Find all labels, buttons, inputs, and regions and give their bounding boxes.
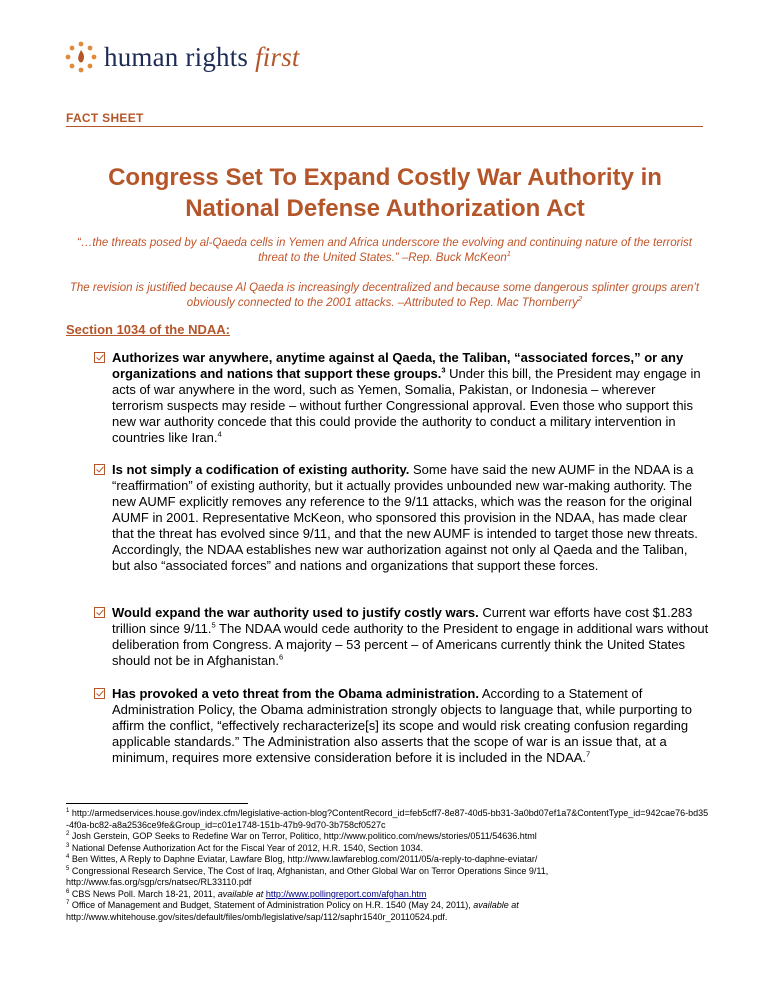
org-logo [64, 40, 300, 74]
quote-mckeon: “…the threats posed by al-Qaeda cells in Yemen and Africa underscore the evolving and continuing nature of the terrorist threat to the United States.” –Rep. Buck McKeon$^1$ [77, 237, 692, 264]
checkbox-icon [94, 607, 105, 618]
logo-flame-icon [64, 40, 98, 74]
section-heading: Section 1034 of the NDAA: [66, 322, 230, 337]
footnote: $^2$ Josh Gerstein, GOP Seeks to Redefine War on Terror, Politico, http://www.politico.com/news/stories/0511/54636.html [66, 831, 537, 841]
org-name: human rights first [104, 41, 300, 72]
footnote: $^4$ Ben Wittes, A Reply to Daphne Eviatar, Lawfare Blog, http://www.lawfareblog.com/2011/05/a-reply-to-daphne-eviatar/ [66, 854, 538, 864]
footnote: $^1$ http://armedservices.house.gov/index.cfm/legislative-action-blog?ContentRecord_id=feb5cff7-8e87-40d5-bb31-3a0bd07ef1a7&ContentType_id=942cae76-bd35-4f0a-bc82-a8a2536ce9fe&Group_id=c01e1748-151b-47b9-9d70-3b758cf0527c [66, 808, 709, 830]
footnote-divider [66, 803, 248, 804]
footnotes [66, 808, 711, 923]
bullet-item: Has provoked a veto threat from the Obama administration. According to a Statement of Administration Policy, the Obama administration strongly objects to language that, while purporting to affirm the conflict, “effectively recharacterize[s] its scope and would risk creating confusion regarding applicable standards.” The Administration also asserts that the scope of war is an issue that, at a minimum, requires more extensive consideration before it is included in the NDAA.$^7$ [112, 686, 693, 765]
footnote-link[interactable]: http://www.pollingreport.com/afghan.htm [265, 888, 427, 899]
bullet-item: Is not simply a codification of existing authority. Some have said the new AUMF in the NDAA is a “reaffirmation” of existing authority, but it actually provides unbounded new war-making authority. The new AUMF explicitly removes any reference to the 9/11 attacks, which was the reason for the original AUMF in 2001. Representative McKeon, who sponsored this provision in the NDAA, has made clear that the threat has evolved since 9/11, and that the new AUMF is intended to target those new threats. Accordingly, the NDAA establishes new war authorization against not only al Qaeda and the Taliban, but also “associated forces” and nations and organizations that support these forces. [112, 462, 698, 573]
footnote: $^3$ National Defense Authorization Act for the Fiscal Year of 2012, H.R. 1540, Section 1034. [66, 842, 424, 853]
checkbox-icon [94, 352, 105, 363]
bullet-item: Authorizes war anywhere, anytime against al Qaeda, the Taliban, “associated forces,” or any organizations and nations that support these groups.$^3$ Under this bill, the President may engage in acts of war anywhere in the word, such as Yemen, Somalia, Pakistan, or Indonesia – wherever terrorism suspects may reside – without further Congressional approval. Even those who support this new war authority concede that this could provide the authority to conduct a military intervention in countries like Iran.$^4$ [112, 350, 701, 445]
quote-thornberry: The revision is justified because Al Qaeda is increasingly decentralized and because some dangerous splinter groups aren’t obviously connected to the 2001 attacks. –Attributed to Rep. Mac Thornberry$^2$ [69, 282, 700, 309]
page-title: Congress Set To Expand Costly War Authority in National Defense Authorization Act [108, 164, 662, 222]
header-divider [66, 126, 703, 127]
footnote: $^5$ Congressional Research Service, The Cost of Iraq, Afghanistan, and Other Global War on Terror Operations Since 9/11, http://www.fas.org/sgp/crs/natsec/RL33110.pdf [66, 865, 549, 887]
checkbox-icon [94, 464, 105, 475]
footnote: $^7$ Office of Management and Budget, Statement of Administration Policy on H.R. 1540 (May 24, 2011), available at http://www.whitehouse.gov/sites/default/files/omb/legislative/sap/112/saphr1540r_20110524.pdf. [66, 900, 519, 922]
footnote: $^6$ CBS News Poll. March 18-21, 2011, available at http://www.pollingreport.com/afghan.htm [66, 888, 427, 899]
bullet-item: Would expand the war authority used to justify costly wars. Current war efforts have cost $1.283 trillion since 9/11.$^5$ The NDAA would cede authority to the President to engage in additional wars without deliberation from Congress. A majority – 53 percent – of Americans currently think the United States should not be in Afghanistan.$^6$ [112, 605, 709, 668]
checkbox-icon [94, 688, 105, 699]
doc-type-label: FACT SHEET [66, 111, 144, 125]
